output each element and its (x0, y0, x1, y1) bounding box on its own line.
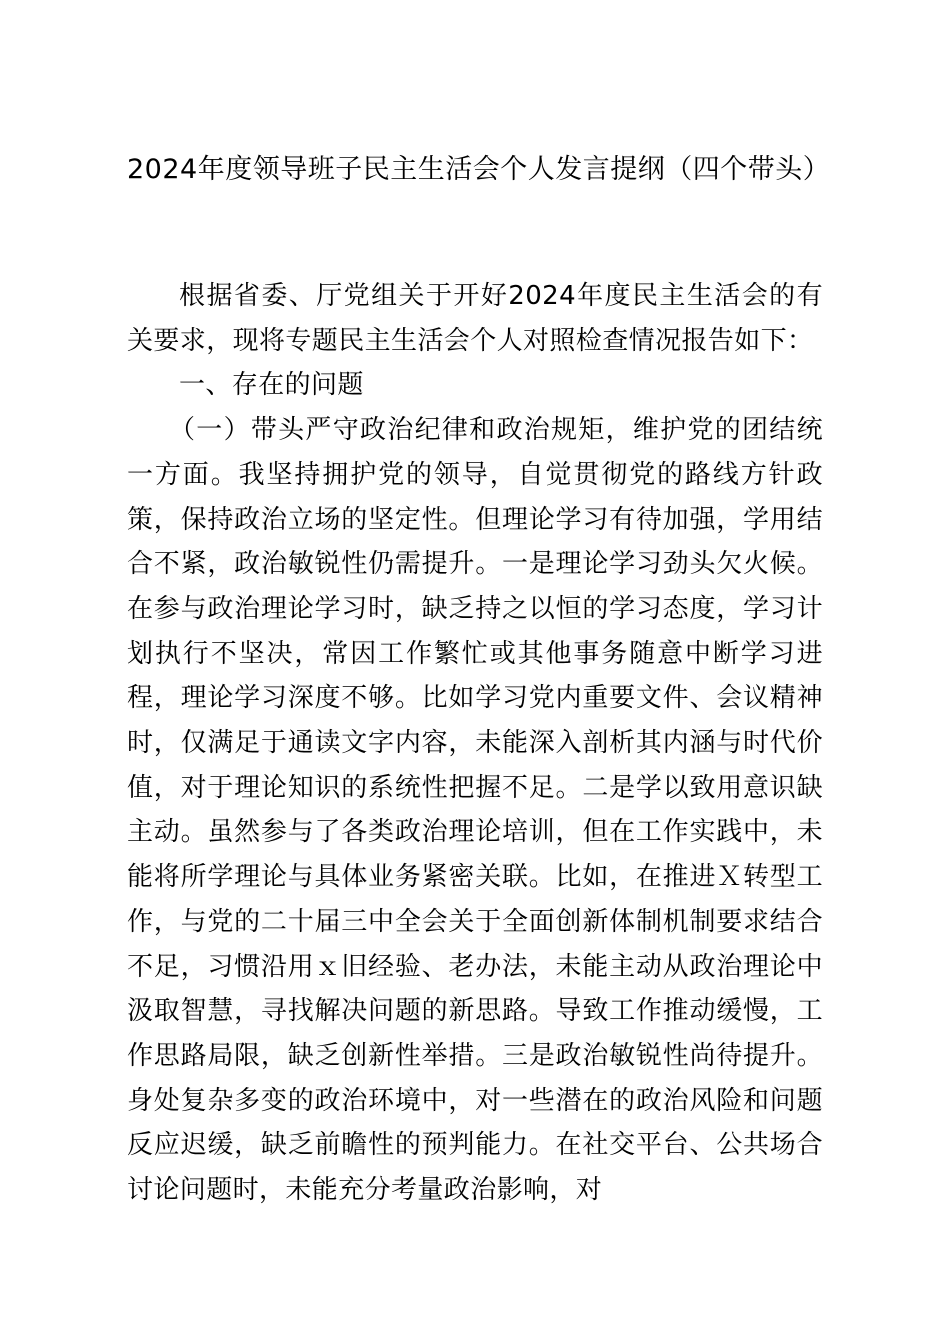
intro-paragraph: 根据省委、厅党组关于开好2024年度民主生活会的有关要求，现将专题民主生活会个人对照检查情况报告如下： (127, 281, 823, 356)
document-body (127, 274, 823, 1213)
document-title: 2024年度领导班子民主生活会个人发言提纲（四个带头） (127, 154, 831, 185)
body-paragraph: （一）带头严守政治纪律和政治规矩，维护党的团结统一方面。我坚持拥护党的领导，自觉贯彻党的路线方针政策，保持政治立场的坚定性。但理论学习有待加强，学用结合不紧，政治敏锐性仍需提升。一是理论学习劲头欠火候。在参与政治理论学习时，缺乏持之以恒的学习态度，学习计划执行不坚决，常因工作繁忙或其他事务随意中断学习进程，理论学习深度不够。比如学习党内重要文件、会议精神时，仅满足于通读文字内容，未能深入剖析其内涵与时代价值，对于理论知识的系统性把握不足。二是学以致用意识缺主动。虽然参与了各类政治理论培训，但在工作实践中，未能将所学理论与具体业务紧密关联。比如，在推进Ｘ转型工作，与党的二十届三中全会关于全面创新体制机制要求结合不足，习惯沿用ｘ旧经验、老办法，未能主动从政治理论中汲取智慧，寻找解决问题的新思路。导致工作推动缓慢，工作思路局限，缺乏创新性举措。三是政治敏锐性尚待提升。身处复杂多变的政治环境中，对一些潜在的政治风险和问题反应迟缓，缺乏前瞻性的预判能力。在社交平台、公共场合讨论问题时，未能充分考量政治影响，对 (127, 415, 823, 1206)
section-heading: 一、存在的问题 (179, 370, 364, 401)
document-page (127, 0, 831, 1344)
